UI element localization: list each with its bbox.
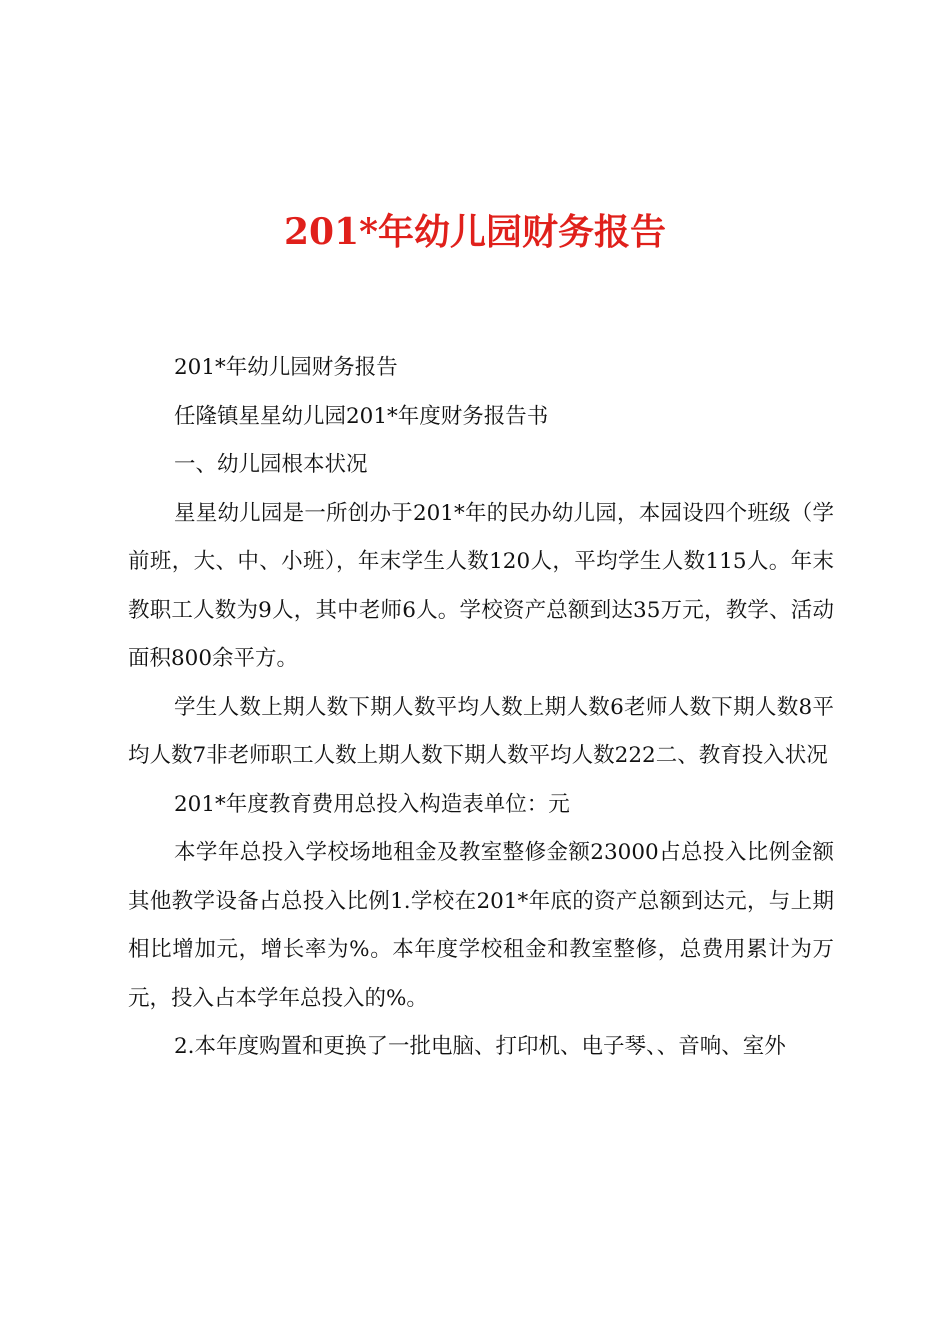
document-title: 201*年幼儿园财务报告 xyxy=(284,211,666,253)
paragraph-report-name: 任隆镇星星幼儿园201*年度财务报告书 xyxy=(174,403,549,429)
paragraph-purchases: 2.本年度购置和更换了一批电脑、打印机、电子琴、、音响、室外 xyxy=(174,1034,786,1059)
document-body xyxy=(128,344,834,1072)
paragraph-overview: 星星幼儿园是一所创办于201*年的民办幼儿园，本园设四个班级（学前班，大、中、小班），年末学生人数120人，平均学生人数115人。年末教职工人数为9人，其中老师6人。学校资产总额到达35万元，教学、活动面积800余平方。 xyxy=(128,500,834,671)
paragraph-staff-counts: 学生人数上期人数下期人数平均人数上期人数6老师人数下期人数8平均人数7非老师职工人数上期人数下期人数平均人数222二、教育投入状况 xyxy=(128,694,834,768)
paragraph-heading: 201*年幼儿园财务报告 xyxy=(174,355,398,380)
paragraph-section-one: 一、幼儿园根本状况 xyxy=(174,452,368,477)
paragraph-investment: 本学年总投入学校场地租金及教室整修金额23000占总投入比例金额其他教学设备占总投入比例1.学校在201*年底的资产总额到达元，与上期相比增加元，增长率为%。本年度学校租金和教室整修，总费用累计为万元，投入占本学年总投入的%。 xyxy=(128,840,834,1011)
paragraph-table-caption: 201*年度教育费用总投入构造表单位：元 xyxy=(174,791,570,817)
